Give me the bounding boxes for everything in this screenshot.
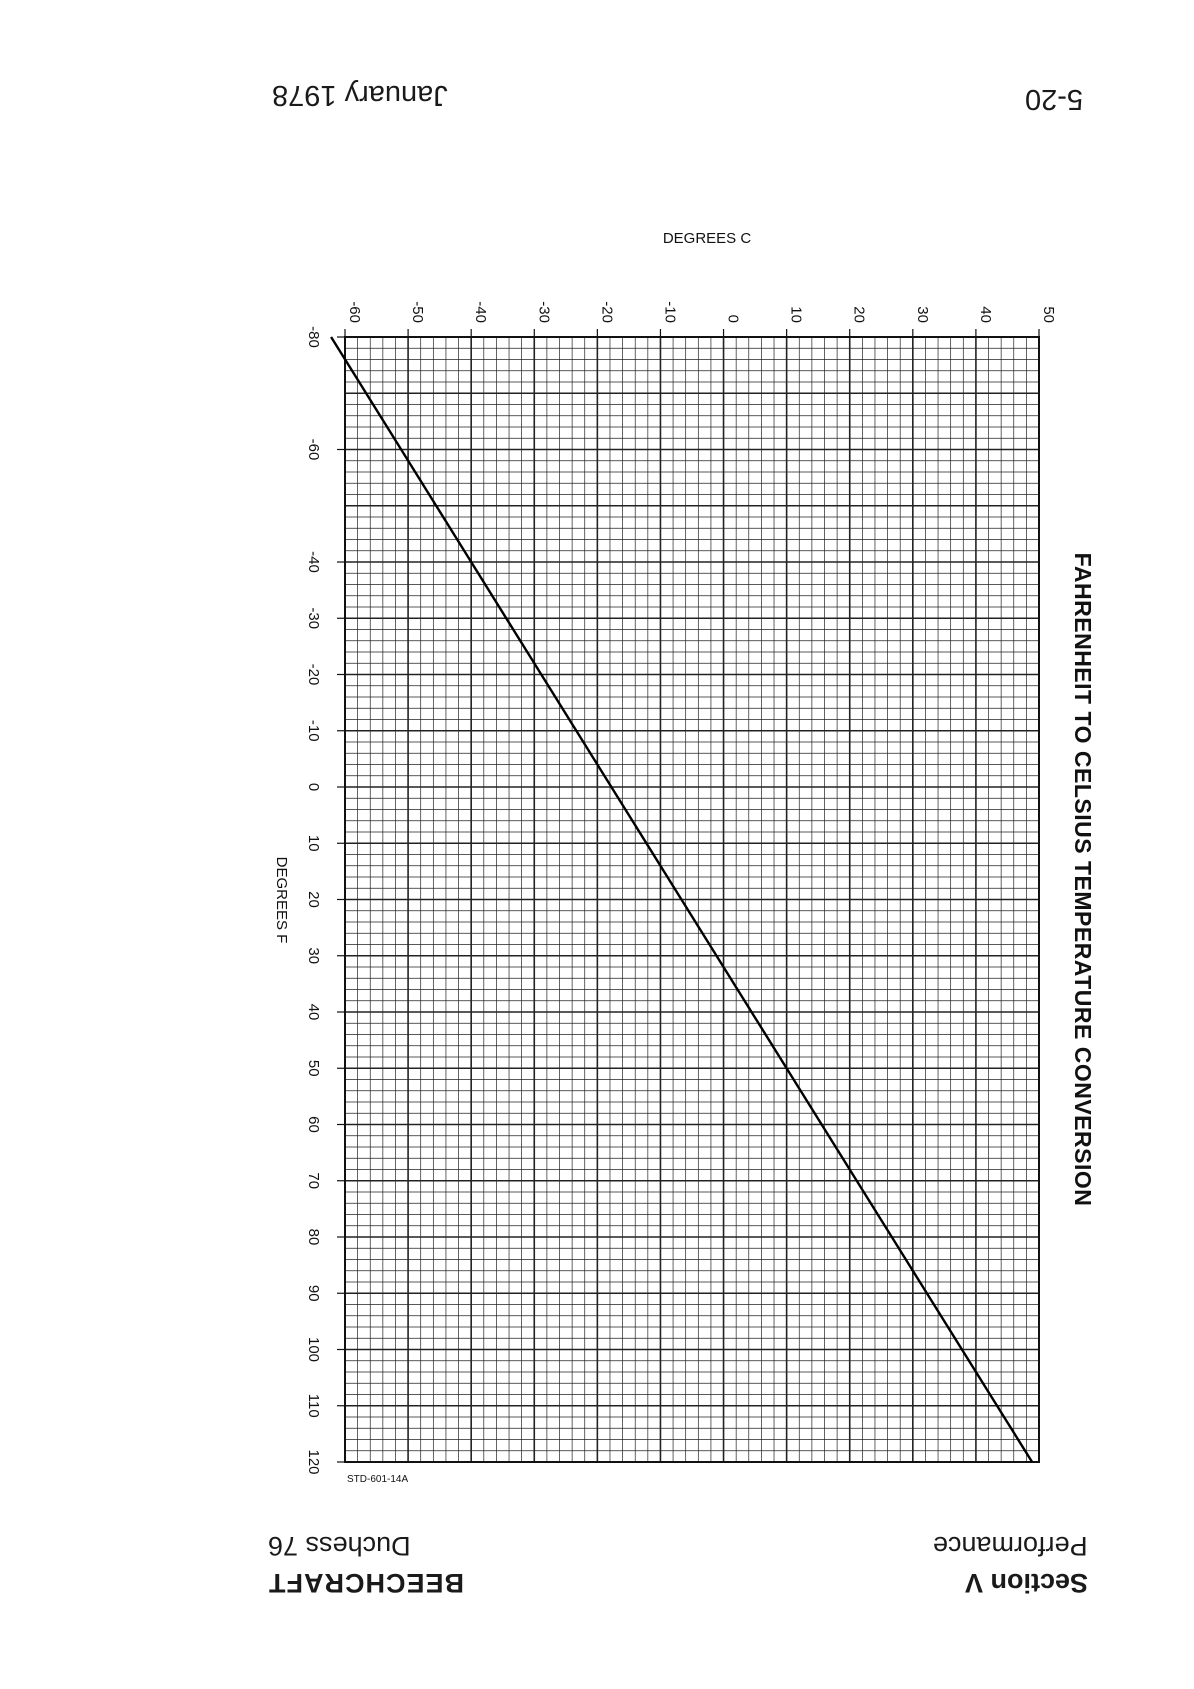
f-tick-label: -80 — [305, 326, 322, 348]
f-tick-label: 40 — [305, 1003, 322, 1021]
c-tick-label: -20 — [598, 301, 616, 323]
f-tick-label: -10 — [305, 719, 322, 742]
aircraft-model: Duchess 76 — [268, 1531, 411, 1561]
c-tick-label: -50 — [409, 301, 427, 323]
brand-name: BEECHCRAFT — [268, 1568, 464, 1598]
c-axis-title: DEGREES C — [662, 230, 752, 247]
f-tick-label: 30 — [305, 947, 322, 965]
f-tick-label: 10 — [305, 834, 322, 852]
page-number: 5-20 — [1025, 83, 1084, 115]
f-tick-label: 120 — [305, 1449, 322, 1475]
f-tick-label: 90 — [305, 1284, 322, 1302]
c-tick-label: 10 — [787, 306, 805, 323]
section-title: Section V — [964, 1568, 1088, 1598]
publication-date: January 1978 — [272, 79, 448, 111]
c-tick-label: -30 — [535, 301, 553, 323]
f-tick-label: 110 — [305, 1393, 322, 1418]
chart-title: FAHRENHEIT TO CELSIUS TEMPERATURE CONVERSION — [1070, 552, 1096, 1207]
f-tick-label: 80 — [305, 1228, 322, 1246]
c-tick-label: -40 — [472, 301, 490, 323]
f-tick-label: 0 — [305, 782, 322, 792]
f-tick-label: 100 — [305, 1336, 322, 1363]
f-axis-title: DEGREES F — [273, 856, 290, 944]
f-tick-label: 70 — [305, 1172, 322, 1190]
c-tick-label: 50 — [1040, 306, 1057, 323]
c-tick-label: 20 — [850, 306, 868, 323]
f-tick-label: 50 — [305, 1059, 322, 1077]
c-tick-label: -10 — [661, 301, 679, 323]
f-tick-label: 60 — [305, 1116, 322, 1133]
c-tick-label: -60 — [346, 301, 363, 323]
c-tick-label: 0 — [724, 314, 742, 323]
f-tick-label: -30 — [305, 607, 322, 630]
f-tick-label: -40 — [305, 551, 322, 573]
f-tick-label: -20 — [305, 663, 322, 686]
f-tick-label: 20 — [305, 891, 322, 908]
figure-id: STD-601-14A — [347, 1474, 409, 1485]
section-subtitle: Performance — [933, 1531, 1088, 1561]
f-tick-label: -60 — [305, 438, 322, 461]
c-tick-label: 30 — [913, 306, 931, 323]
c-tick-label: 40 — [976, 306, 994, 323]
